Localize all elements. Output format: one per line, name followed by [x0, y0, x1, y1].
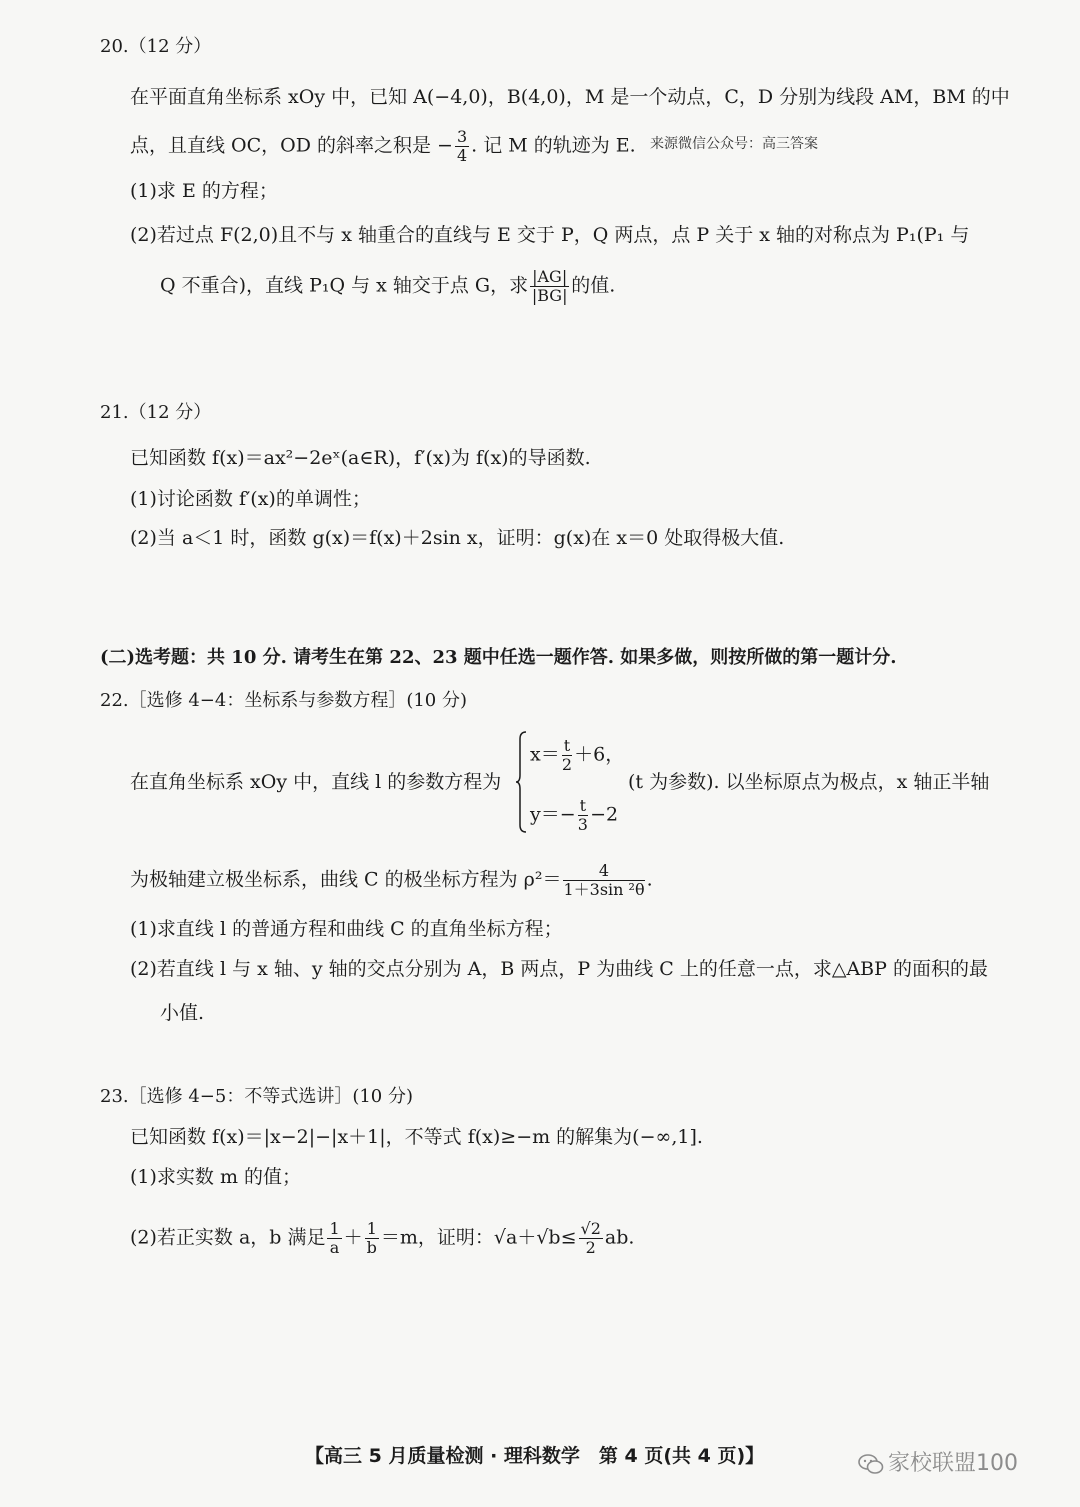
q20-fraction: $\frac{3}{4}$ — [456, 127, 468, 165]
q22-line1-pre: 在直角坐标系 xOy 中，直线 l 的参数方程为 — [130, 771, 502, 793]
q22-part2-line1: (2)若直线 l 与 x 轴、y 轴的交点分别为 A，B 两点，P 为曲线 C 上的任意一点，求△ABP 的面积的最 — [130, 958, 988, 980]
q22-eq-y: y＝− $\frac{t}{3}$ −2 — [530, 796, 619, 834]
q20-line2: 点，且直线 OC，OD 的斜率之积是 − $\frac{3}{4}$ . 记 M 的轨迹为 E. — [130, 127, 636, 165]
q22-line1-post: (t 为参数). 以坐标原点为极点，x 轴正半轴 — [628, 771, 990, 793]
q22-polar-fraction: $\frac{4}{\text{1＋3sin ²θ}}$ — [563, 861, 645, 899]
watermark-text: 家校联盟100 — [888, 1451, 1018, 1476]
q23-part2: (2)若正实数 a，b 满足 $\frac{1}{a}$ ＋ $\frac{1}{b}$ ＝m，证明：√a＋√b≤ $\frac{√2}{2}$ ab. — [130, 1219, 635, 1257]
q20-part2-line2: Q 不重合)，直线 P₁Q 与 x 轴交于点 G，求 $\frac{|AG|}{|BG|}$ 的值. — [160, 267, 616, 305]
q22-header: 22.［选修 4−4：坐标系与参数方程］(10 分) — [100, 690, 468, 711]
q20-part1: (1)求 E 的方程； — [130, 180, 278, 202]
q22-eq-x: x＝ $\frac{t}{2}$ ＋6， — [530, 736, 625, 774]
q22-part1: (1)求直线 l 的普通方程和曲线 C 的直角坐标方程； — [130, 918, 563, 940]
q21-part2: (2)当 a＜1 时，函数 g(x)＝f(x)＋2sin x，证明：g(x)在 x＝0 处取得极大值. — [130, 527, 785, 549]
watermark — [858, 1446, 1018, 1477]
q21-header: 21.（12 分） — [100, 402, 212, 423]
q23-part1: (1)求实数 m 的值； — [130, 1166, 302, 1188]
source-note: 来源微信公众号：高三答案 — [650, 136, 818, 152]
section2-heading: (二)选考题：共 10 分. 请考生在第 22、23 题中任选一题作答. 如果多做，则按所做的第一题计分. — [100, 647, 897, 668]
q20-ratio-fraction: $\frac{|AG|}{|BG|}$ — [531, 267, 568, 305]
page-footer: 【高三 5 月质量检测 · 理科数学 第 4 页(共 4 页)】 — [305, 1445, 765, 1467]
q20-part2-line1: (2)若过点 F(2,0)且不与 x 轴重合的直线与 E 交于 P，Q 两点，点 P 关于 x 轴的对称点为 P₁(P₁ 与 — [130, 224, 970, 246]
q21-line1: 已知函数 f(x)＝ax²−2eˣ(a∈R)，f′(x)为 f(x)的导函数. — [130, 447, 591, 469]
q22-line2: 为极轴建立极坐标系，曲线 C 的极坐标方程为 ρ²＝ $\frac{4}{\text{1＋3sin ²θ}}$ . — [130, 861, 653, 899]
q20-line1: 在平面直角坐标系 xOy 中，已知 A(−4,0)，B(4,0)，M 是一个动点，C，D 分别为线段 AM，BM 的中 — [130, 86, 1010, 108]
wechat-icon — [858, 1453, 884, 1475]
q23-line1: 已知函数 f(x)＝|x−2|−|x＋1|，不等式 f(x)≥−m 的解集为(−∞,1]. — [130, 1126, 703, 1148]
brace-icon — [515, 731, 527, 833]
q23-header: 23.［选修 4−5：不等式选讲］(10 分) — [100, 1086, 414, 1107]
q20-header: 20.（12 分） — [100, 36, 212, 57]
q21-part1: (1)讨论函数 f′(x)的单调性； — [130, 488, 371, 510]
q22-part2-line2: 小值. — [160, 1002, 205, 1024]
